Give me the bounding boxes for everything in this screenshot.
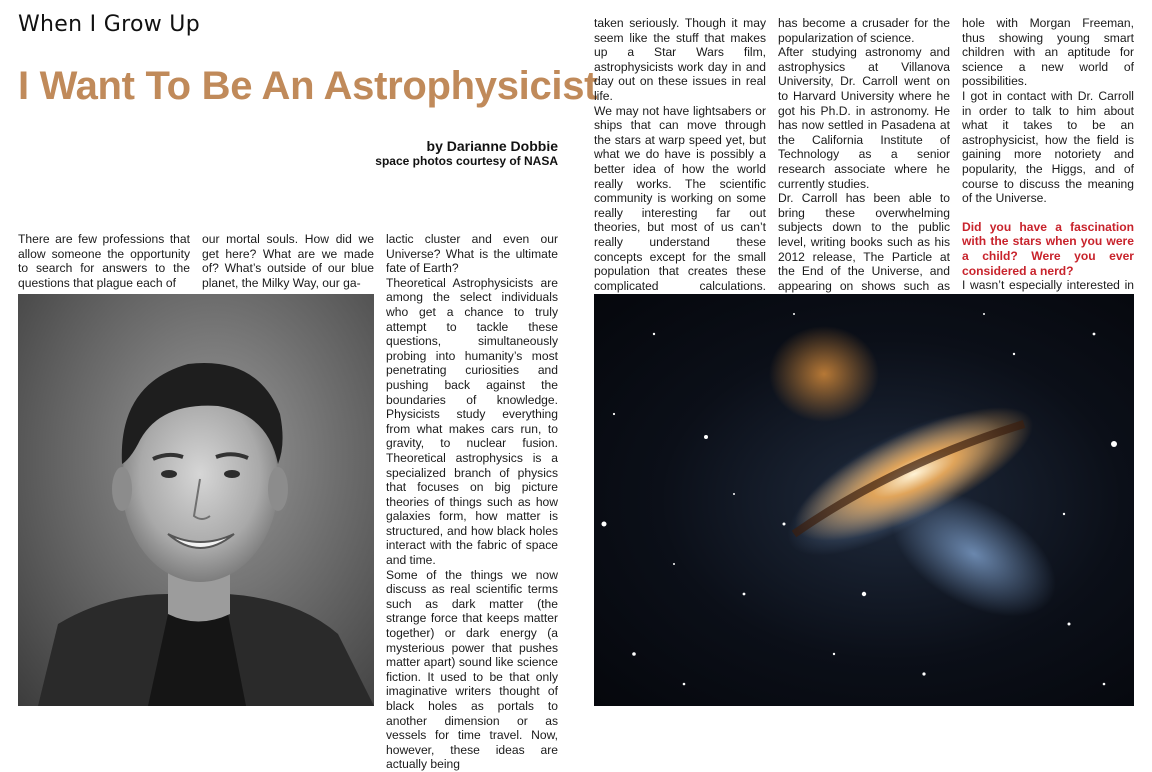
galaxy-illustration	[594, 294, 1134, 706]
article-column-2	[202, 232, 374, 292]
portrait-photo	[18, 294, 374, 706]
headline: I Want To Be An Astrophysicist	[18, 64, 598, 108]
byline	[375, 138, 558, 169]
article-column-3	[386, 232, 558, 772]
paragraph: I got in contact with Dr. Carroll in order to talk to him about what it takes to be an astrophysicist, how the field is gaining more notoriety and popularity, the Higgs, and of course to discuss the meaning of the Universe.	[962, 88, 1134, 206]
paragraph: our mortal souls. How did we get here? What are we made of? What’s outside of our blue planet, the Milky Way, our ga-	[202, 232, 374, 290]
paragraph: We may not have lightsabers or ships that can move through the stars at warp speed yet, but what we do have is possibly a better idea of how the world really works. The scientific community is working on some really interesting far out theories, but most of us can’t really understand these concepts except for the small population that creates these complicated calculations.	[594, 103, 766, 293]
interview-answer: I wasn’t especially interested in	[962, 278, 1134, 293]
article-column-5	[778, 16, 950, 293]
paragraph: lactic cluster and even our Universe? What is the ultimate fate of Earth?	[386, 232, 558, 276]
photo-credit: space photos courtesy of NASA	[375, 154, 558, 168]
paragraph: has become a crusader for the popularization of science.	[778, 16, 950, 45]
paragraph: hole with Morgan Freeman, thus showing young smart children with an aptitude for science a new world of possibilities.	[962, 16, 1134, 89]
paragraph: taken seriously. Though it may seem like the stuff that makes up a Star Wars film, astrophysicists work day in and day out on these issues in real life.	[594, 16, 766, 103]
portrait-illustration	[18, 294, 374, 706]
paragraph: Some of the things we now discuss as real scientific terms such as dark matter (the strange force that keeps matter together) or dark energy (a mysterious power that pushes matter apart) sound like science fiction. It used to be that only imaginative writers thought of black holes as portals to another dimension or as vessels for time travel. Now, however, these ideas are actually being	[386, 567, 558, 772]
paragraph: After studying astronomy and astrophysics at Villanova University, Dr. Carroll went on to Harvard University where he got his Ph.D. in astronomy. He has now settled in Pasadena at the California Institute of Technology as a senior research associate where he currently studies.	[778, 45, 950, 191]
article-column-1	[18, 232, 190, 292]
section-label: When I Grow Up	[18, 12, 200, 37]
article-column-4	[594, 16, 766, 293]
paragraph: Theoretical Astrophysicists are among the select individuals who get a chance to truly attempt to tackle these questions, simultaneously probing into humanity’s most penetrating curiosities and pushing back against the boundaries of knowledge. Physicists study everything from what makes cars run, to gravity, to nuclear fusion. Theoretical astrophysics is a specialized branch of physics that focuses on big picture theories of things such as how galaxies form, how matter is structured, and how black holes interact with the fabric of space and time.	[386, 275, 558, 568]
article-column-6	[962, 16, 1134, 293]
paragraph: There are few professions that allow someone the opportunity to search for answers to the questions that plague each of	[18, 232, 190, 290]
galaxy-photo	[594, 294, 1134, 706]
interview-question: Did you have a fascination with the stars when you were a child? Were you ever considered a nerd?	[962, 219, 1134, 278]
paragraph: Dr. Carroll has been able to bring these overwhelming subjects down to the public level, writing books such as his 2012 release, The Particle at the End of the Universe, and appearing on shows such as	[778, 191, 950, 293]
byline-author: by Darianne Dobbie	[426, 138, 558, 154]
